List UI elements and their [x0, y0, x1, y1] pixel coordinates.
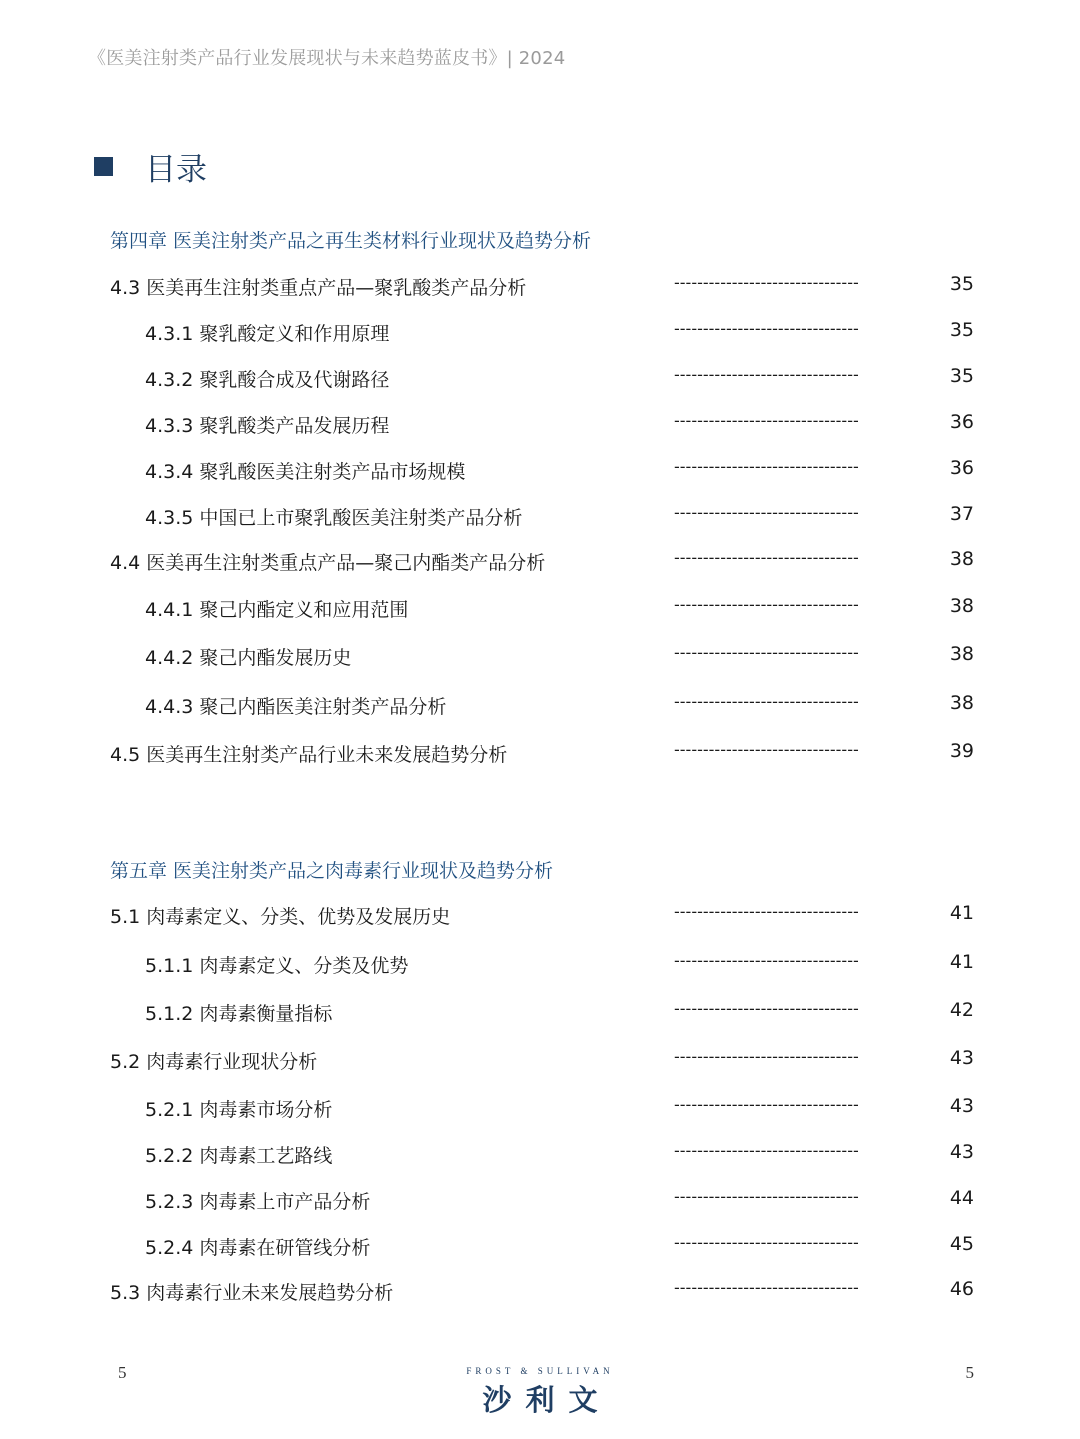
toc-entry[interactable] [0, 1047, 1080, 1077]
toc-entry-label: 5.2.2 肉毒素工艺路线 [145, 1145, 333, 1167]
toc-leader: -------------------------------- [674, 999, 859, 1018]
toc-leader: -------------------------------- [674, 1278, 859, 1297]
toc-entry-label: 4.3 医美再生注射类重点产品—聚乳酸类产品分析 [110, 277, 527, 299]
toc-entry[interactable] [0, 319, 1080, 349]
running-header: 《医美注射类产品行业发展现状与未来趋势蓝皮书》| 2024 [88, 48, 566, 69]
toc-leader: -------------------------------- [674, 951, 859, 970]
toc-page-number: 46 [949, 1278, 974, 1300]
toc-page-number: 42 [949, 999, 974, 1021]
toc-entry[interactable] [0, 457, 1080, 487]
toc-page-number: 37 [949, 503, 974, 525]
toc-page-number: 35 [949, 319, 974, 341]
toc-leader: -------------------------------- [674, 1047, 859, 1066]
toc-leader: -------------------------------- [674, 1187, 859, 1206]
toc-entry-label: 4.4.3 聚己内酯医美注射类产品分析 [145, 696, 447, 718]
toc-entry-label: 5.1.2 肉毒素衡量指标 [145, 1003, 333, 1025]
toc-entry[interactable] [0, 643, 1080, 673]
toc-page-number: 38 [949, 643, 974, 665]
toc-entry-label: 5.2.4 肉毒素在研管线分析 [145, 1237, 371, 1259]
toc-page-number: 43 [949, 1047, 974, 1069]
toc-page-number: 38 [949, 692, 974, 714]
toc-entry[interactable] [0, 1233, 1080, 1263]
toc-entry-label: 4.3.2 聚乳酸合成及代谢路径 [145, 369, 390, 391]
toc-page-number: 39 [949, 740, 974, 762]
toc-leader: -------------------------------- [674, 902, 859, 921]
toc-heading [94, 146, 207, 186]
toc-entry[interactable] [0, 411, 1080, 441]
toc-entry[interactable] [0, 1141, 1080, 1171]
frost-sullivan-logo [440, 1366, 640, 1419]
toc-entry-label: 5.2 肉毒素行业现状分析 [110, 1051, 318, 1073]
toc-leader: -------------------------------- [674, 503, 859, 522]
toc-entry-label: 4.3.4 聚乳酸医美注射类产品市场规模 [145, 461, 466, 483]
toc-entry[interactable] [0, 951, 1080, 981]
toc-leader: -------------------------------- [674, 548, 859, 567]
chapter-heading[interactable]: 第四章 医美注射类产品之再生类材料行业现状及趋势分析 [110, 230, 592, 252]
toc-entry[interactable] [0, 1095, 1080, 1125]
toc-entry-label: 5.3 肉毒素行业未来发展趋势分析 [110, 1282, 394, 1304]
toc-page-number: 45 [949, 1233, 974, 1255]
logo-english-text: FROST & SULLIVAN [466, 1366, 614, 1376]
toc-entry[interactable] [0, 902, 1080, 932]
toc-entry-label: 4.4 医美再生注射类重点产品—聚己内酯类产品分析 [110, 552, 546, 574]
footer-page-number-left: 5 [118, 1363, 127, 1382]
toc-entry-label: 4.4.1 聚己内酯定义和应用范围 [145, 599, 409, 621]
toc-entry[interactable] [0, 1278, 1080, 1308]
toc-entry[interactable] [0, 692, 1080, 722]
square-bullet-icon [94, 157, 113, 176]
toc-entry[interactable] [0, 548, 1080, 578]
chapter-heading[interactable]: 第五章 医美注射类产品之肉毒素行业现状及趋势分析 [110, 860, 554, 882]
toc-entry[interactable] [0, 365, 1080, 395]
toc-entry[interactable] [0, 503, 1080, 533]
toc-leader: -------------------------------- [674, 365, 859, 384]
toc-leader: -------------------------------- [674, 457, 859, 476]
toc-page-number: 38 [949, 548, 974, 570]
toc-page-number: 44 [949, 1187, 974, 1209]
toc-title: 目录 [145, 151, 207, 188]
toc-page-number: 36 [949, 457, 974, 479]
toc-entry-label: 5.1 肉毒素定义、分类、优势及发展历史 [110, 906, 451, 928]
toc-page-number: 41 [949, 951, 974, 973]
toc-entry-label: 5.2.1 肉毒素市场分析 [145, 1099, 333, 1121]
toc-leader: -------------------------------- [674, 273, 859, 292]
toc-leader: -------------------------------- [674, 1141, 859, 1160]
toc-entry-label: 4.4.2 聚己内酯发展历史 [145, 647, 352, 669]
toc-entry[interactable] [0, 999, 1080, 1029]
toc-entry-label: 5.2.3 肉毒素上市产品分析 [145, 1191, 371, 1213]
toc-page-number: 43 [949, 1095, 974, 1117]
toc-leader: -------------------------------- [674, 319, 859, 338]
toc-entry-label: 5.1.1 肉毒素定义、分类及优势 [145, 955, 409, 977]
toc-leader: -------------------------------- [674, 411, 859, 430]
toc-leader: -------------------------------- [674, 595, 859, 614]
toc-entry-label: 4.5 医美再生注射类产品行业未来发展趋势分析 [110, 744, 508, 766]
toc-entry[interactable] [0, 1187, 1080, 1217]
toc-leader: -------------------------------- [674, 643, 859, 662]
toc-entry[interactable] [0, 740, 1080, 770]
toc-entry-label: 4.3.3 聚乳酸类产品发展历程 [145, 415, 390, 437]
toc-entry-label: 4.3.5 中国已上市聚乳酸医美注射类产品分析 [145, 507, 523, 529]
toc-page-number: 43 [949, 1141, 974, 1163]
toc-page-number: 38 [949, 595, 974, 617]
toc-page-number: 35 [949, 365, 974, 387]
toc-leader: -------------------------------- [674, 1233, 859, 1252]
toc-entry[interactable] [0, 595, 1080, 625]
toc-page-number: 41 [949, 902, 974, 924]
footer-page-number-right: 5 [965, 1363, 974, 1382]
toc-page-number: 36 [949, 411, 974, 433]
toc-leader: -------------------------------- [674, 692, 859, 711]
logo-chinese-text: 沙利文 [482, 1383, 612, 1417]
toc-leader: -------------------------------- [674, 740, 859, 759]
toc-leader: -------------------------------- [674, 1095, 859, 1114]
toc-entry-label: 4.3.1 聚乳酸定义和作用原理 [145, 323, 390, 345]
toc-entry[interactable] [0, 273, 1080, 303]
toc-page-number: 35 [949, 273, 974, 295]
